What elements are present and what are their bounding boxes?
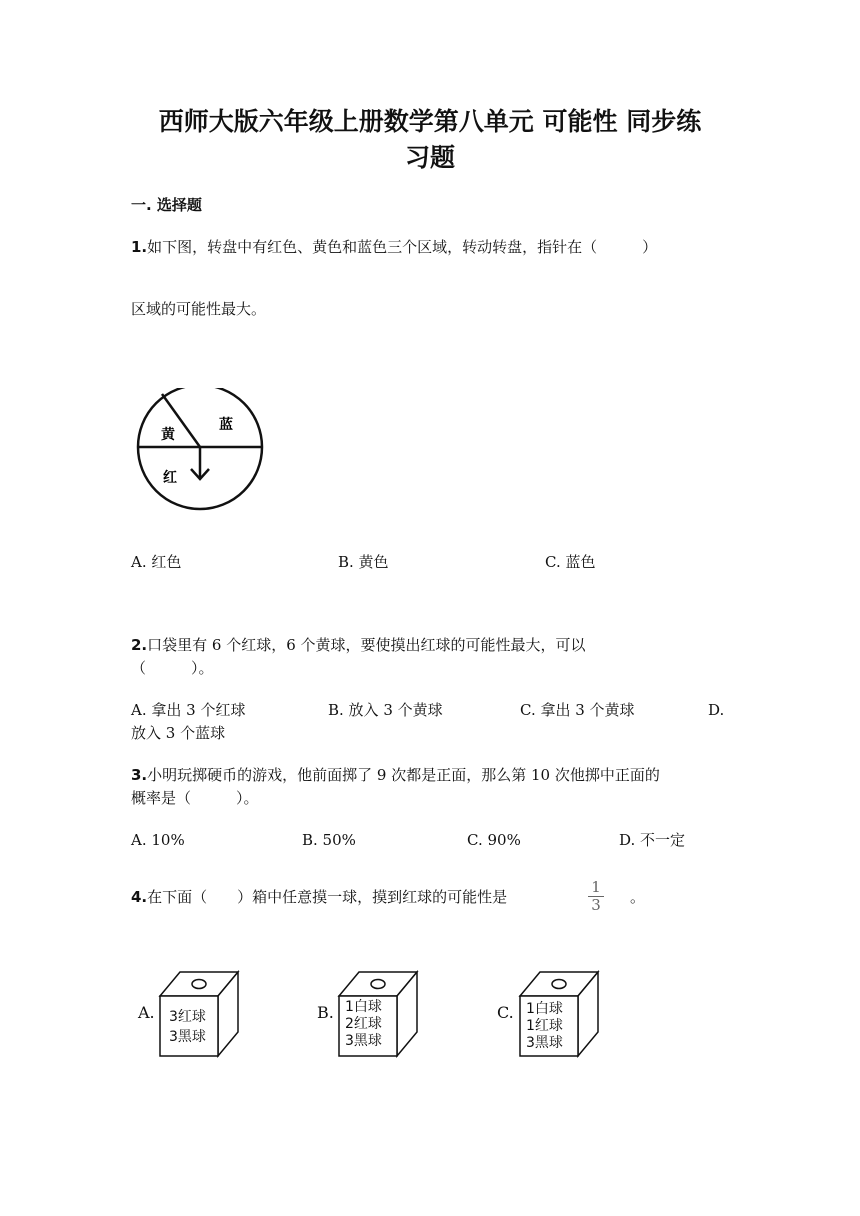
- question-number: 4.: [131, 888, 148, 906]
- page-title: 西师大版六年级上册数学第八单元 可能性 同步练: [158, 107, 702, 136]
- question-number: 1.: [131, 238, 148, 256]
- section-heading: 一. 选择题: [131, 196, 202, 214]
- q2-option-b: B. 放入 3 个黄球: [328, 701, 443, 719]
- q2-option-a: A. 拿出 3 个红球: [131, 701, 246, 719]
- box-a-letter: A.: [138, 1003, 155, 1022]
- box-c-contents: [526, 1001, 563, 1052]
- spinner-label-red: 红: [163, 470, 177, 486]
- page-title-cont: 习题: [404, 143, 455, 172]
- box-b-line-2: 2红球: [345, 1016, 382, 1032]
- question-2: [131, 634, 586, 656]
- question-3-cont: 概率是（ ）。: [131, 789, 259, 807]
- fraction-one-third: [588, 879, 604, 914]
- question-text: 口袋里有 6 个红球，6 个黄球，要使摸出红球的可能性最大，可以: [147, 636, 586, 654]
- q2-option-d: D.: [708, 701, 725, 719]
- q1-option-b: B. 黄色: [338, 553, 389, 571]
- box-a-line-2: 3黑球: [169, 1029, 206, 1045]
- box-b-letter: B.: [317, 1003, 334, 1022]
- box-b-line-3: 3黑球: [345, 1033, 382, 1049]
- question-number: 3.: [131, 766, 148, 784]
- q2-option-d-cont: 放入 3 个蓝球: [131, 724, 226, 742]
- question-text: 如下图，转盘中有红色、黄色和蓝色三个区域，转动转盘，指针在（ ）: [147, 238, 658, 256]
- box-a-contents: [169, 1007, 206, 1047]
- question-3: [131, 764, 660, 786]
- question-number: 2.: [131, 636, 148, 654]
- question-text: 在下面（ ）箱中任意摸一球，摸到红球的可能性是: [147, 888, 508, 906]
- q3-option-d: D. 不一定: [619, 831, 686, 849]
- question-text: 小明玩掷硬币的游戏，他前面掷了 9 次都是正面，那么第 10 次他掷中正面的: [147, 766, 660, 784]
- box-b-line-1: 1白球: [345, 999, 382, 1015]
- box-b-contents: [345, 999, 382, 1050]
- spinner-label-blue: 蓝: [219, 417, 233, 433]
- question-4: [131, 886, 507, 908]
- q3-option-a: A. 10%: [131, 831, 185, 849]
- question-1: [131, 236, 657, 258]
- question-1-cont: 区域的可能性最大。: [131, 300, 267, 318]
- q1-option-c: C. 蓝色: [545, 553, 596, 571]
- box-c-letter: C.: [497, 1003, 514, 1022]
- spinner-label-yellow: 黄: [161, 427, 175, 443]
- box-c-line-1: 1白球: [526, 1001, 563, 1017]
- q1-option-a: A. 红色: [131, 553, 182, 571]
- q2-option-c: C. 拿出 3 个黄球: [520, 701, 635, 719]
- fraction-denominator: 3: [588, 896, 604, 914]
- question-4-end: 。: [630, 888, 646, 906]
- q3-option-c: C. 90%: [467, 831, 521, 849]
- box-c-line-2: 1红球: [526, 1018, 563, 1034]
- fraction-numerator: 1: [591, 878, 601, 896]
- question-2-cont: （ ）。: [131, 659, 214, 677]
- q3-option-b: B. 50%: [302, 831, 356, 849]
- box-c-line-3: 3黑球: [526, 1035, 563, 1051]
- box-a-line-1: 3红球: [169, 1009, 206, 1025]
- spinner-figure: [132, 388, 272, 512]
